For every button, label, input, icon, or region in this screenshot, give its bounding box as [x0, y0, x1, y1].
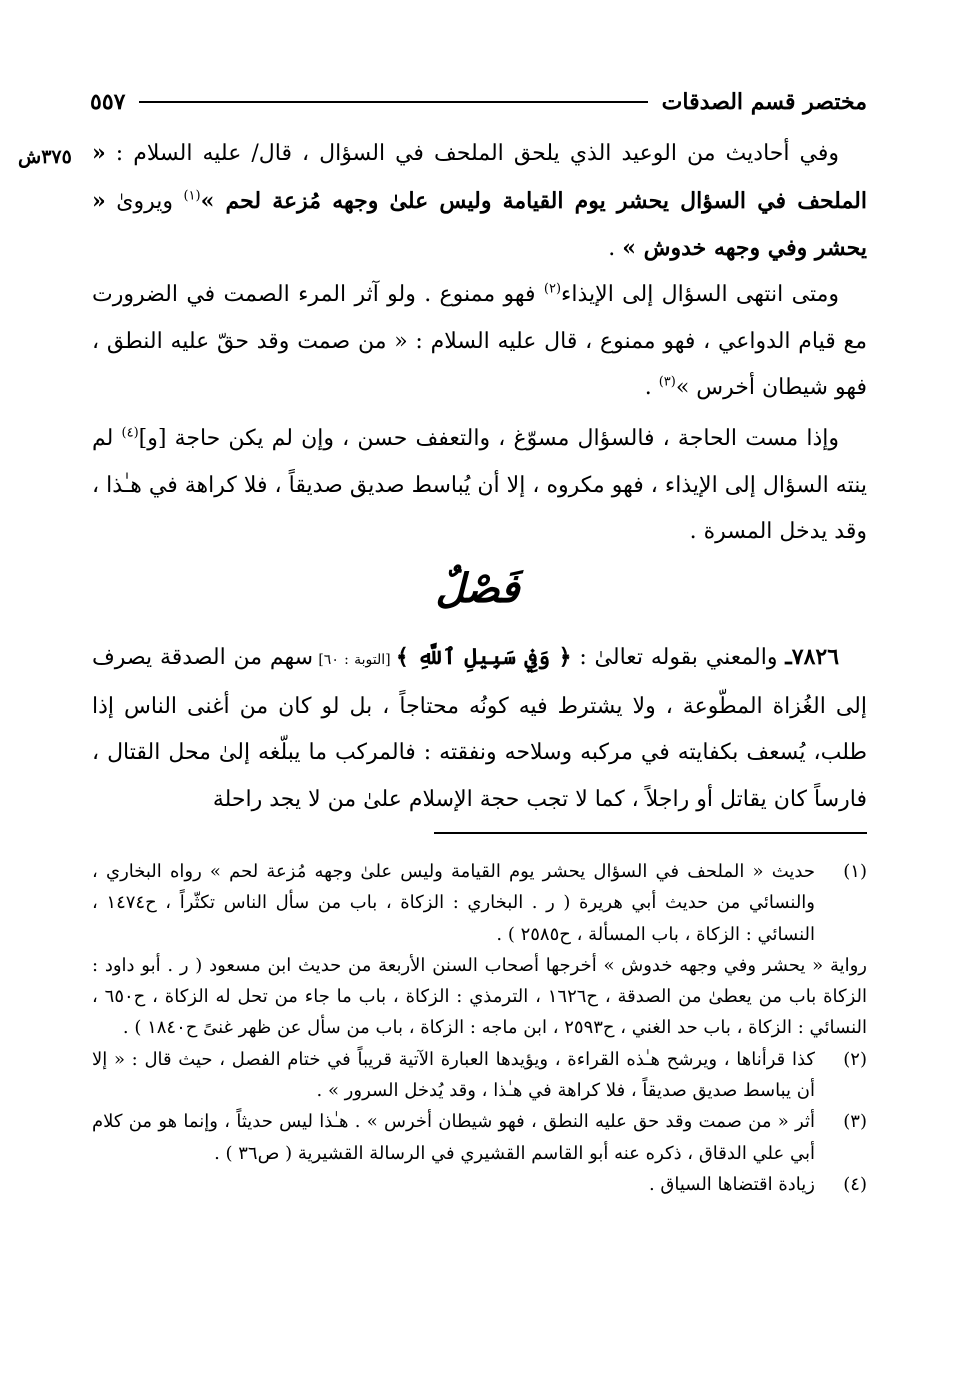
footnote-1	[92, 856, 867, 950]
footnote-ref-4: (٤)	[121, 425, 139, 441]
footnotes	[92, 856, 867, 1200]
footnote-text: كذا قرأناها ، ويرشح هـٰذه القراءة ، ويؤيدها العبارة الآتية قريباً في ختام الفصل ، حيث قال : « إلا أن يباسط صديق صديقاً ، فلا كراهة في هـٰذا ، وقد يُدخل السرور » .	[92, 1048, 815, 1102]
paragraph-1-end: .	[608, 236, 623, 261]
paragraph-2-part-a: ومتى انتهى السؤال إلى الإيذاء	[561, 282, 839, 307]
footnote-ref-3: (٣)	[658, 374, 676, 390]
footnote-text: أثر « من صمت وقد حق عليه النطق ، فهو شيطان أخرس » . هـٰذا ليس حديثاً ، وإنما هو من كلام أبي علي الدقاق ، ذكره عنه أبو القاسم القشيري في الرسالة القشيرية ( ص٣٦ ) .	[92, 1111, 815, 1164]
footnote-ref-1: (١)	[183, 188, 201, 204]
footnote-number: (٢)	[843, 1048, 867, 1070]
footnote-2	[92, 1044, 867, 1107]
footnote-text: رواية « يحشر وفي وجهه خدوش » أخرجها أصحاب السنن الأربعة من حديث ابن مسعود ( ر . أبو داود : الزكاة باب من يعطىٰ من الصدقة ، ح١٦٢٦ ، الترمذي : الزكاة ، باب ما جاء من تحل له الزكاة ، ح٦٥٠ ، النسائي : الزكاة ، باب حد الغني ، ح٢٥٩٣ ، ابن ماجه : الزكاة ، باب من سأل عن ظهر غنىً ح١٨٤٠ ) .	[92, 954, 867, 1039]
footnote-text: زيادة اقتضاها السياق .	[648, 1173, 815, 1195]
quran-citation: [التوبة : ٦٠]	[313, 652, 396, 668]
paragraph-1-intro: وفي أحاديث من الوعيد الذي يلحق الملحف في السؤال ، قال/ عليه السلام :	[105, 141, 839, 166]
footnote-1-continued	[92, 950, 867, 1044]
footnote-text: حديث « الملحف في السؤال يحشر يوم القيامة وليس علىٰ وجهه مُزعة لحم » رواه البخاري ، والنسائي من حديث أبي هريرة ( ر . البخاري : الزكاة ، باب من سأل الناس تكثّراً ، ح١٤٧٤ ، النسائي : الزكاة ، باب المسألة ، ح٢٥٨٥ ) .	[92, 861, 815, 945]
paragraph-2-part-b: فهو ممنوع . ولو آثر المرء الصمت في الضرورت مع قيام الدواعي ، فهو ممنوع ، قال عليه السلام : « من صمت وقد حقّ عليه النطق ، فهو شيطان أخرس »	[92, 282, 867, 400]
paragraph-3	[92, 416, 867, 556]
paragraph-1	[92, 130, 867, 273]
footnote-number: (٣)	[843, 1111, 867, 1133]
section-number: ٧٨٢٦ـ	[785, 644, 840, 670]
paragraph-2	[92, 272, 867, 412]
footnote-number: (١)	[843, 861, 867, 882]
footnote-3	[92, 1106, 867, 1169]
section-text-b: سهم من الصدقة يصرف إلى الغُزاة المطّوعة ، ولا يشترط فيه كونُه محتاجاً ، بل لو كان من أغنى الناس إذا طلب، يُسعف بكفايته في مركبه وسلاحه ونفقته : فالمركب ما يبلّغه إلىٰ محل القتال ، فارساً كان يقاتل أو راجلاً ، كما لا تجب حجة الإسلام علىٰ من لا يجد راحلة	[92, 645, 867, 812]
hadith-quote-2: « يحشر وفي وجهه خدوش »	[92, 187, 867, 261]
header-rule	[139, 101, 647, 103]
quran-quote: ﴿ وَفِي سَبِيلِ ٱللَّهِ ﴾	[395, 644, 572, 670]
paragraph-1-mid: ويرویٰ	[105, 188, 184, 214]
header-title: مختصر قسم الصدقات	[661, 89, 867, 115]
section-heading: فَصْلٌ	[435, 565, 520, 612]
footnote-ref-2: (٢)	[543, 281, 562, 297]
hadith-quote-1: « الملحف في السؤال يحشر يوم القيامة وليس علىٰ وجهه مُزعة لحم »	[92, 140, 867, 214]
footnote-number: (٤)	[843, 1173, 867, 1195]
section-paragraph	[92, 634, 867, 823]
running-header	[90, 84, 867, 120]
paragraph-3-part-b: لم ينته السؤال إلى الإيذاء ، فهو مكروه ، إلا أن يُباسط صديق صديقاً ، فلا كراهة في هـٰذا ، وقد يدخل المسرة .	[92, 426, 867, 544]
paragraph-2-end: .	[644, 375, 659, 400]
section-text-a: والمعني بقوله تعالىٰ :	[571, 645, 786, 670]
footnote-separator	[434, 832, 867, 834]
footnote-4	[92, 1169, 867, 1200]
page-number: ٥٥٧	[90, 89, 126, 115]
margin-note: ٣٧٥ش	[18, 146, 72, 168]
paragraph-3-part-a: وإذا مست الحاجة ، فالسؤال مسوّغ ، والتعفف حسن ، وإن لم يكن حاجة [و]	[138, 426, 840, 451]
